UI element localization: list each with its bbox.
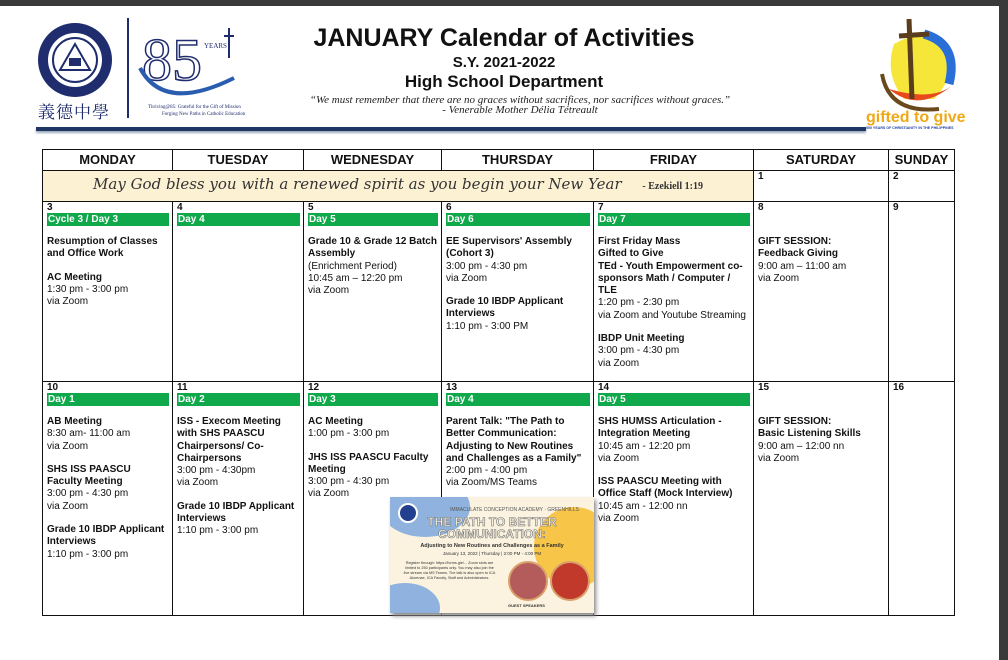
calendar-day-cell[interactable]: [594, 202, 754, 382]
event-title: Basic Listening Skills: [758, 428, 861, 440]
event-title: AB Meeting: [47, 415, 102, 427]
event-title: Parent Talk: "The Path to Better Communication: Adjusting to New Routines and Challenges as a Family": [446, 415, 582, 464]
event-title: EE Supervisors' Assembly (Cohort 3): [446, 236, 572, 260]
event-detail: (Enrichment Period): [308, 260, 397, 272]
spacer: [893, 393, 950, 406]
event[interactable]: [758, 236, 884, 285]
cycle-day-label: Day 7: [598, 213, 750, 226]
event-detail: 10:45 am - 12:00 nn: [598, 500, 688, 512]
date-number: 13: [446, 381, 458, 393]
poster-date: January 13, 2022 | Thursday | 2:00 PM - 4:00 PM: [442, 551, 542, 556]
weekday-header-tuesday: TUESDAY: [173, 150, 304, 171]
event[interactable]: [446, 416, 589, 490]
event-detail: 1:30 pm - 3:00 pm: [47, 283, 129, 295]
event-detail: 2:00 pm - 4:00 pm: [446, 465, 528, 477]
event-detail: via Zoom: [47, 500, 89, 512]
event-detail: via Zoom/MS Teams: [446, 477, 537, 489]
event-detail: via Zoom: [598, 452, 640, 464]
date-number: 8: [758, 202, 764, 213]
event-title: TEd - Youth Empowerment co-sponsors Math / Computer / TLE: [598, 260, 743, 297]
event-detail: 3:00 pm - 4:30 pm: [598, 345, 680, 357]
event-detail: via Zoom: [47, 296, 89, 308]
date-number: 12: [308, 381, 320, 393]
event-detail: 9:00 am – 12:00 nn: [758, 440, 845, 452]
school-chinese-name: 義德中學: [38, 103, 110, 123]
poster-registration-info: Register through: https://forms.gle/... Zoom slots are limited to 250 participants only. You may also join the live stream via MS Teams. The talk is also open to ICA Alumnae, ICA Faculty, Staff and Administrators.: [403, 561, 496, 580]
date-number: 16: [893, 381, 905, 393]
spacer: [893, 213, 950, 226]
weekday-header-row: [43, 150, 955, 171]
event-title: Grade 10 IBDP Applicant Interviews: [47, 524, 165, 548]
weekday-header-monday: MONDAY: [43, 150, 173, 171]
calendar-day-cell[interactable]: [594, 381, 754, 615]
speaker-photo: [508, 561, 548, 601]
date-number: 7: [598, 202, 604, 213]
event-detail: via Zoom and Youtube Streaming: [598, 309, 746, 321]
event[interactable]: [308, 452, 437, 501]
cycle-day-label: Day 1: [47, 393, 169, 406]
poster-speakers-label: GUEST SPEAKERS: [508, 603, 545, 608]
date-number: 10: [47, 381, 59, 393]
calendar-day-cell[interactable]: [889, 381, 955, 615]
department: High School Department: [404, 72, 604, 91]
calendar-day-cell[interactable]: [43, 202, 173, 382]
event-title: SHS HUMSS Articulation - Integration Meeting: [598, 415, 722, 440]
event-detail: 3:00 pm - 4:30 pm: [47, 488, 129, 500]
anniv-number: 85: [142, 27, 202, 93]
date-number: 3: [47, 202, 53, 213]
event-detail: 10:45 am – 12:20 pm: [308, 272, 403, 284]
event-detail: via Zoom: [177, 477, 219, 489]
weekday-header-sunday: SUNDAY: [889, 150, 955, 171]
cycle-day-label: Day 2: [177, 393, 300, 406]
spacer: [758, 393, 884, 406]
event-detail: 3:00 pm - 4:30 pm: [446, 260, 528, 272]
event-title: Resumption of Classes and Office Work: [47, 236, 158, 260]
calendar-day-cell[interactable]: [173, 202, 304, 382]
banner-row: [43, 171, 955, 202]
event-detail: via Zoom: [446, 272, 488, 284]
event-title: First Friday Mass: [598, 236, 681, 247]
cycle-day-label: Day 6: [446, 213, 590, 226]
event-detail: 1:00 pm - 3:00 pm: [308, 428, 390, 440]
weekday-header-thursday: THURSDAY: [442, 150, 594, 171]
date-number: 4: [177, 202, 183, 213]
event[interactable]: [598, 416, 749, 465]
gifted-to-give-subtitle: 500 YEARS OF CHRISTIANITY IN THE PHILIPPINES: [866, 126, 954, 130]
event-title: Grade 10 & Grade 12 Batch Assembly: [308, 236, 437, 260]
cycle-day-label: Day 4: [446, 393, 590, 406]
event[interactable]: [446, 296, 589, 333]
event[interactable]: [308, 236, 437, 297]
event[interactable]: [177, 416, 299, 490]
event-detail: via Zoom: [758, 272, 800, 284]
event-title: GIFT SESSION:: [758, 236, 832, 247]
spacer: [758, 213, 884, 226]
anniv-years: YEARS: [204, 42, 227, 50]
event-detail: via Zoom: [308, 488, 350, 500]
calendar-day-cell[interactable]: [173, 381, 304, 615]
page-title: JANUARY Calendar of Activities: [313, 24, 695, 52]
event[interactable]: [177, 501, 299, 538]
date-number: 2: [893, 171, 899, 182]
banner-reference: - Ezekiell 1:19: [642, 181, 703, 193]
school-year: S.Y. 2021-2022: [452, 54, 556, 71]
date-number: 6: [446, 202, 452, 213]
event-detail: 8:30 am- 11:00 am: [47, 428, 131, 440]
calendar-day-cell[interactable]: [304, 202, 442, 382]
event-detail: via Zoom: [598, 357, 640, 369]
event-title: JHS ISS PAASCU Faculty Meeting: [308, 451, 429, 475]
parent-talk-poster[interactable]: [390, 497, 594, 613]
event-title: SHS ISS PAASCU Faculty Meeting: [47, 463, 131, 488]
event-detail: 3:00 pm - 4:30pm: [177, 465, 256, 477]
date-number: 15: [758, 381, 770, 393]
event-detail: via Zoom: [758, 452, 800, 464]
event[interactable]: [47, 524, 168, 561]
cycle-day-label: Day 3: [308, 393, 438, 406]
calendar-day-cell[interactable]: [754, 381, 889, 615]
poster-decoration: [390, 583, 440, 613]
event[interactable]: [598, 476, 749, 525]
event[interactable]: [758, 416, 884, 465]
event-detail: 1:10 pm - 3:00 PM: [446, 320, 529, 332]
event-detail: via Zoom: [47, 440, 89, 452]
poster-subtitle: Adjusting to New Routines and Challenges as a Family: [420, 543, 564, 549]
date-number: 5: [308, 202, 314, 213]
new-year-banner: [43, 171, 754, 202]
calendar-day-cell[interactable]: [889, 171, 955, 202]
event-title: AC Meeting: [47, 271, 102, 283]
event-detail: 9:00 am – 11:00 am: [758, 260, 847, 272]
calendar-day-cell[interactable]: [442, 202, 594, 382]
header-rule: [36, 127, 866, 131]
event-detail: 1:20 pm - 2:30 pm: [598, 297, 680, 309]
cycle-day-label: Day 4: [177, 213, 300, 226]
event-title: Feedback Giving: [758, 248, 839, 260]
banner-verse: May God bless you with a renewed spirit as you begin your New Year: [93, 175, 622, 194]
event[interactable]: [47, 464, 168, 513]
event-title: Gifted to Give: [598, 248, 664, 260]
cycle-day-label: Cycle 3 / Day 3: [47, 213, 169, 226]
weekday-header-friday: FRIDAY: [594, 150, 754, 171]
calendar-day-cell[interactable]: [43, 381, 173, 615]
weekday-header-saturday: SATURDAY: [754, 150, 889, 171]
event-detail: via Zoom: [598, 513, 640, 525]
calendar-day-cell[interactable]: [889, 202, 955, 382]
event[interactable]: [446, 236, 589, 285]
date-number: 1: [758, 171, 764, 182]
event[interactable]: [47, 272, 168, 309]
cycle-day-label: Day 5: [308, 213, 438, 226]
event-title: ISS PAASCU Meeting with Office Staff (Mock Interview): [598, 476, 733, 500]
event-title: Grade 10 IBDP Applicant Interviews: [446, 296, 564, 320]
event-title: Grade 10 IBDP Applicant Interviews: [177, 500, 295, 525]
weekday-header-wednesday: WEDNESDAY: [304, 150, 442, 171]
date-number: 14: [598, 381, 610, 393]
event-title: ISS - Execom Meeting with SHS PAASCU Chairpersons/ Co-Chairpersons: [177, 415, 281, 464]
event[interactable]: [47, 416, 168, 453]
week-row: [43, 202, 955, 382]
quote: “We must remember that there are no graces without sacrifices, nor sacrifices without graces.”: [309, 94, 731, 106]
calendar-day-cell[interactable]: [754, 202, 889, 382]
anniv-tagline: Thriving@85: Grateful for the Gift of Mission Forging New Paths in Catholic Education: [148, 105, 246, 117]
calendar-day-cell[interactable]: [754, 171, 889, 202]
speaker-photo: [550, 561, 590, 601]
event-detail: 1:10 pm - 3:00 pm: [177, 525, 259, 537]
event[interactable]: [47, 236, 168, 261]
event-title: GIFT SESSION:: [758, 415, 832, 427]
quote-author: - Venerable Mother Délia Tétreault: [442, 104, 598, 116]
gifted-to-give-text: gifted to give: [866, 109, 966, 126]
event-detail: 10:45 am - 12:20 pm: [598, 440, 691, 452]
event-detail: via Zoom: [308, 285, 350, 297]
event-detail: 1:10 pm - 3:00 pm: [47, 548, 129, 560]
event[interactable]: [598, 236, 749, 322]
poster-title: THE PATH TO BETTER COMMUNICATION:: [427, 515, 557, 541]
event-detail: 3:00 pm - 4:30 pm: [308, 476, 390, 488]
event-title: IBDP Unit Meeting: [598, 333, 685, 345]
event[interactable]: [308, 416, 437, 441]
date-number: 9: [893, 202, 899, 213]
event[interactable]: [598, 333, 749, 370]
cycle-day-label: Day 5: [598, 393, 750, 406]
date-number: 11: [177, 381, 188, 393]
event-title: AC Meeting: [308, 415, 363, 427]
poster-school: IMMACULATE CONCEPTION ACADEMY · GREENHILLS: [450, 507, 580, 513]
